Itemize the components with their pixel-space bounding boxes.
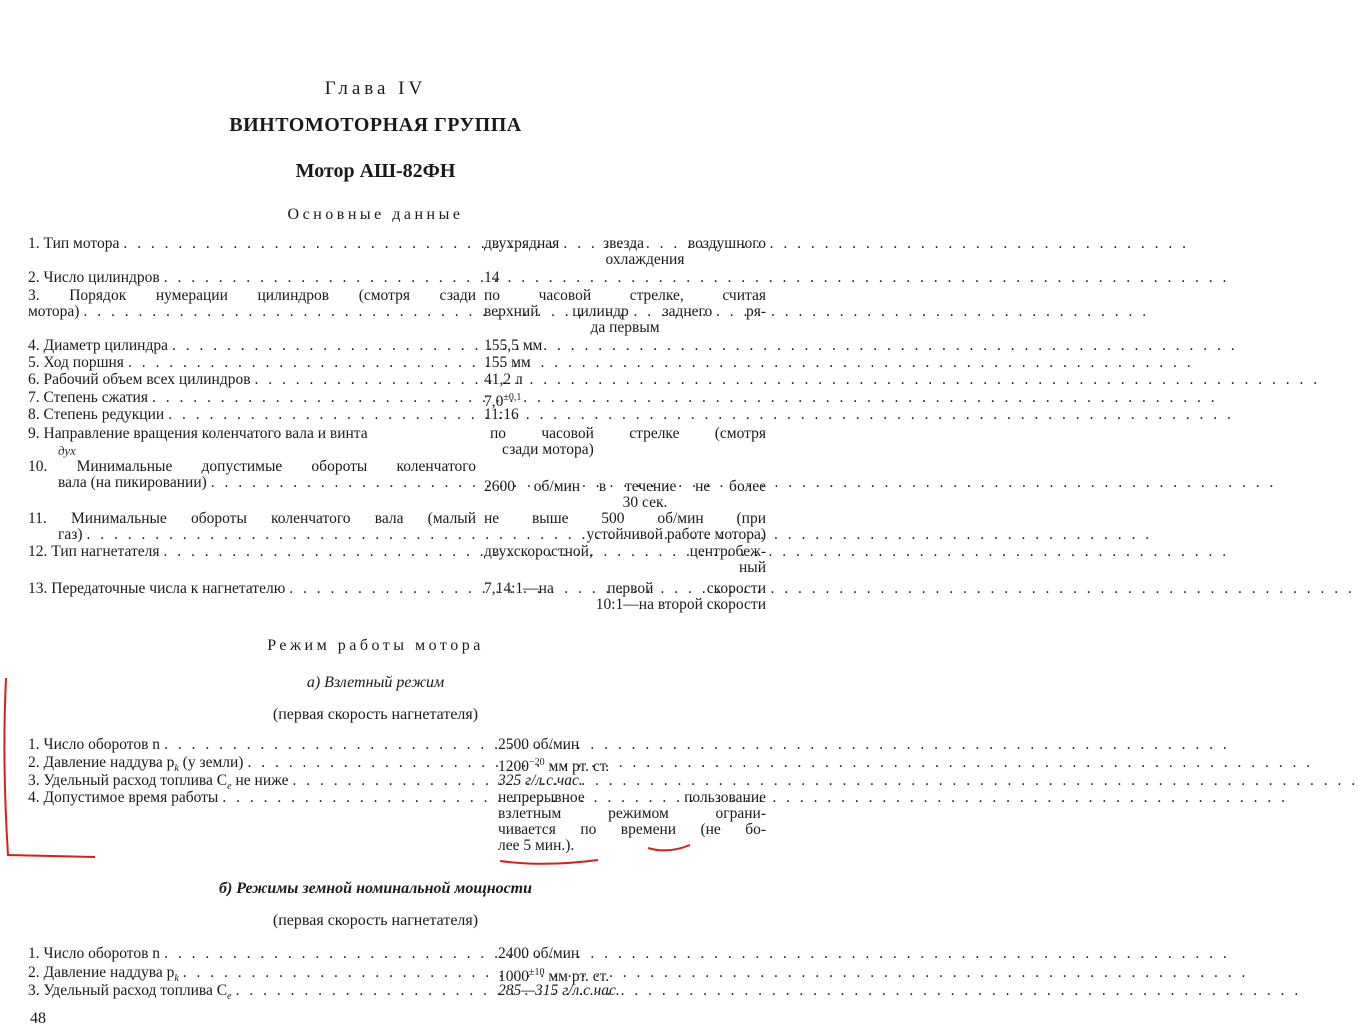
label-text: Давление наддува p	[43, 964, 175, 981]
value-tolerance: ±10	[529, 967, 545, 978]
label-continuation: газ)	[58, 526, 83, 543]
label-continuation: вала (на пикировании)	[58, 474, 207, 491]
value-tolerance: ±0,1	[503, 392, 522, 403]
item-number: 12.	[28, 543, 48, 560]
item-value: 2500 об/мин	[498, 736, 580, 753]
item-number: 1.	[28, 736, 40, 753]
margin-bracket	[4, 678, 95, 857]
value-line: 10:1—на второй скорости	[595, 596, 766, 613]
item-number: 3.	[28, 287, 40, 304]
label-text: Порядок нумерации цилиндров (смотря сзади	[69, 287, 476, 304]
chapter-heading: Глава IV	[324, 78, 427, 99]
item-label: Число оборотов n	[43, 945, 161, 962]
item-value: 41,2 л	[484, 371, 523, 388]
item-number: 3.	[28, 772, 40, 789]
item-number: 10.	[28, 458, 48, 475]
value-tolerance: −20	[529, 757, 545, 768]
item-number: 4.	[28, 789, 40, 806]
label-continuation: мотора)	[28, 303, 80, 320]
item-number: 4.	[28, 337, 40, 354]
item-number: 1.	[28, 235, 40, 252]
item-value: 155,5 мм	[484, 337, 543, 354]
group-title: ВИНТОМОТОРНАЯ ГРУППА	[229, 114, 522, 136]
value-line: 2600 об/мин в течение не более	[484, 478, 766, 495]
label-subscript: k	[174, 973, 179, 985]
item-number: 5.	[28, 354, 40, 371]
item-label: Число оборотов n	[43, 736, 161, 753]
value-line: двухрядная звезда воздушного	[484, 235, 766, 252]
value-line: устойчивой работе мотора)	[586, 526, 766, 543]
item-value: 285—315 г/л.с.час.	[498, 982, 620, 999]
value-line: сзади мотора)	[502, 441, 594, 458]
handwritten-note: дух	[58, 443, 76, 458]
item-number: 2.	[28, 269, 40, 286]
value-unit: мм рт. ст.	[544, 758, 610, 776]
item-value: 14	[484, 269, 500, 286]
underline-mark	[648, 845, 690, 850]
item-label: Ход поршня	[43, 354, 124, 371]
label-text: Удельный расход топлива C	[43, 982, 228, 999]
label-text: Давление наддува p	[43, 754, 175, 771]
item-label: Передаточные числа к нагнетателю	[51, 580, 286, 597]
item-label: Число цилиндров	[43, 269, 160, 286]
item-label: Тип нагнетателя	[51, 543, 160, 560]
item-number: 9.	[28, 425, 40, 442]
main-data-title: Основные данные	[287, 206, 464, 223]
value-line: двухскоростной, центробеж-	[484, 543, 766, 560]
item-label: Диаметр цилиндра	[43, 337, 168, 354]
item-value: 325 г/л.с.час.	[498, 772, 583, 789]
value-main: 1000	[498, 968, 529, 986]
item-number: 13.	[28, 580, 48, 597]
label-subscript: k	[174, 763, 179, 775]
item-value: 11:16	[484, 406, 519, 423]
label-subscript: e	[227, 781, 232, 793]
value-line: чивается по времени (не бо-	[498, 821, 766, 838]
value-unit: мм рт. ст.	[544, 968, 610, 986]
nominal-subtitle: (первая скорость нагнетателя)	[272, 912, 479, 929]
item-label: Степень редукции	[43, 406, 165, 423]
label-text: Минимальные допустимые обороты коленчатого	[76, 458, 476, 475]
value-line: верхний цилиндр заднего ря-	[484, 303, 766, 320]
item-number: 2.	[28, 754, 40, 771]
modes-title: Режим работы мотора	[267, 637, 484, 654]
item-number: 8.	[28, 406, 40, 423]
item-number: 6.	[28, 371, 40, 388]
item-number: 2.	[28, 964, 40, 981]
label-suffix: не ниже	[231, 772, 289, 789]
item-value: 2400 об/мин	[498, 945, 580, 962]
takeoff-subtitle: (первая скорость нагнетателя)	[272, 706, 479, 723]
item-value: 155 мм	[484, 354, 531, 371]
value-main: 7,0	[484, 393, 504, 411]
label-text: Направление вращения коленчатого вала и винта	[43, 425, 368, 442]
item-number: 11.	[28, 510, 47, 527]
item-label: Степень сжатия	[43, 389, 148, 406]
value-line: по часовой стрелке (смотря	[490, 425, 766, 442]
item-number: 1.	[28, 945, 40, 962]
item-number: 3.	[28, 982, 40, 999]
value-line: взлетным режимом ограни-	[498, 805, 766, 822]
label-suffix: (у земли)	[178, 754, 244, 771]
value-line: да первым	[590, 319, 660, 336]
label-text: Удельный расход топлива C	[43, 772, 228, 789]
value-line: по часовой стрелке, считая	[484, 287, 766, 304]
takeoff-title: а) Взлетный режим	[306, 674, 445, 691]
motor-title: Мотор АШ-82ФН	[295, 160, 456, 182]
nominal-title: б) Режимы земной номинальной мощности	[218, 880, 533, 897]
value-line: 7,14:1—на первой скорости	[484, 580, 766, 597]
label-subscript: e	[227, 991, 232, 1003]
value-main: 1200	[498, 758, 529, 776]
page-number: 48	[30, 1010, 46, 1027]
value-line: лее 5 мин.).	[498, 837, 575, 854]
value-line: охлаждения	[605, 251, 685, 268]
item-label: Допустимое время работы	[43, 789, 219, 806]
item-label: Тип мотора	[43, 235, 120, 252]
value-line: 30 сек.	[622, 494, 668, 511]
item-number: 7.	[28, 389, 40, 406]
value-line: ный	[738, 559, 766, 576]
item-label: Рабочий объем всех цилиндров	[43, 371, 251, 388]
value-line: непрерывное пользование	[498, 789, 766, 806]
label-text: Минимальные обороты коленчатого вала (малый	[71, 510, 477, 527]
underline-mark	[500, 860, 598, 864]
value-line: не выше 500 об/мин (при	[484, 510, 766, 527]
